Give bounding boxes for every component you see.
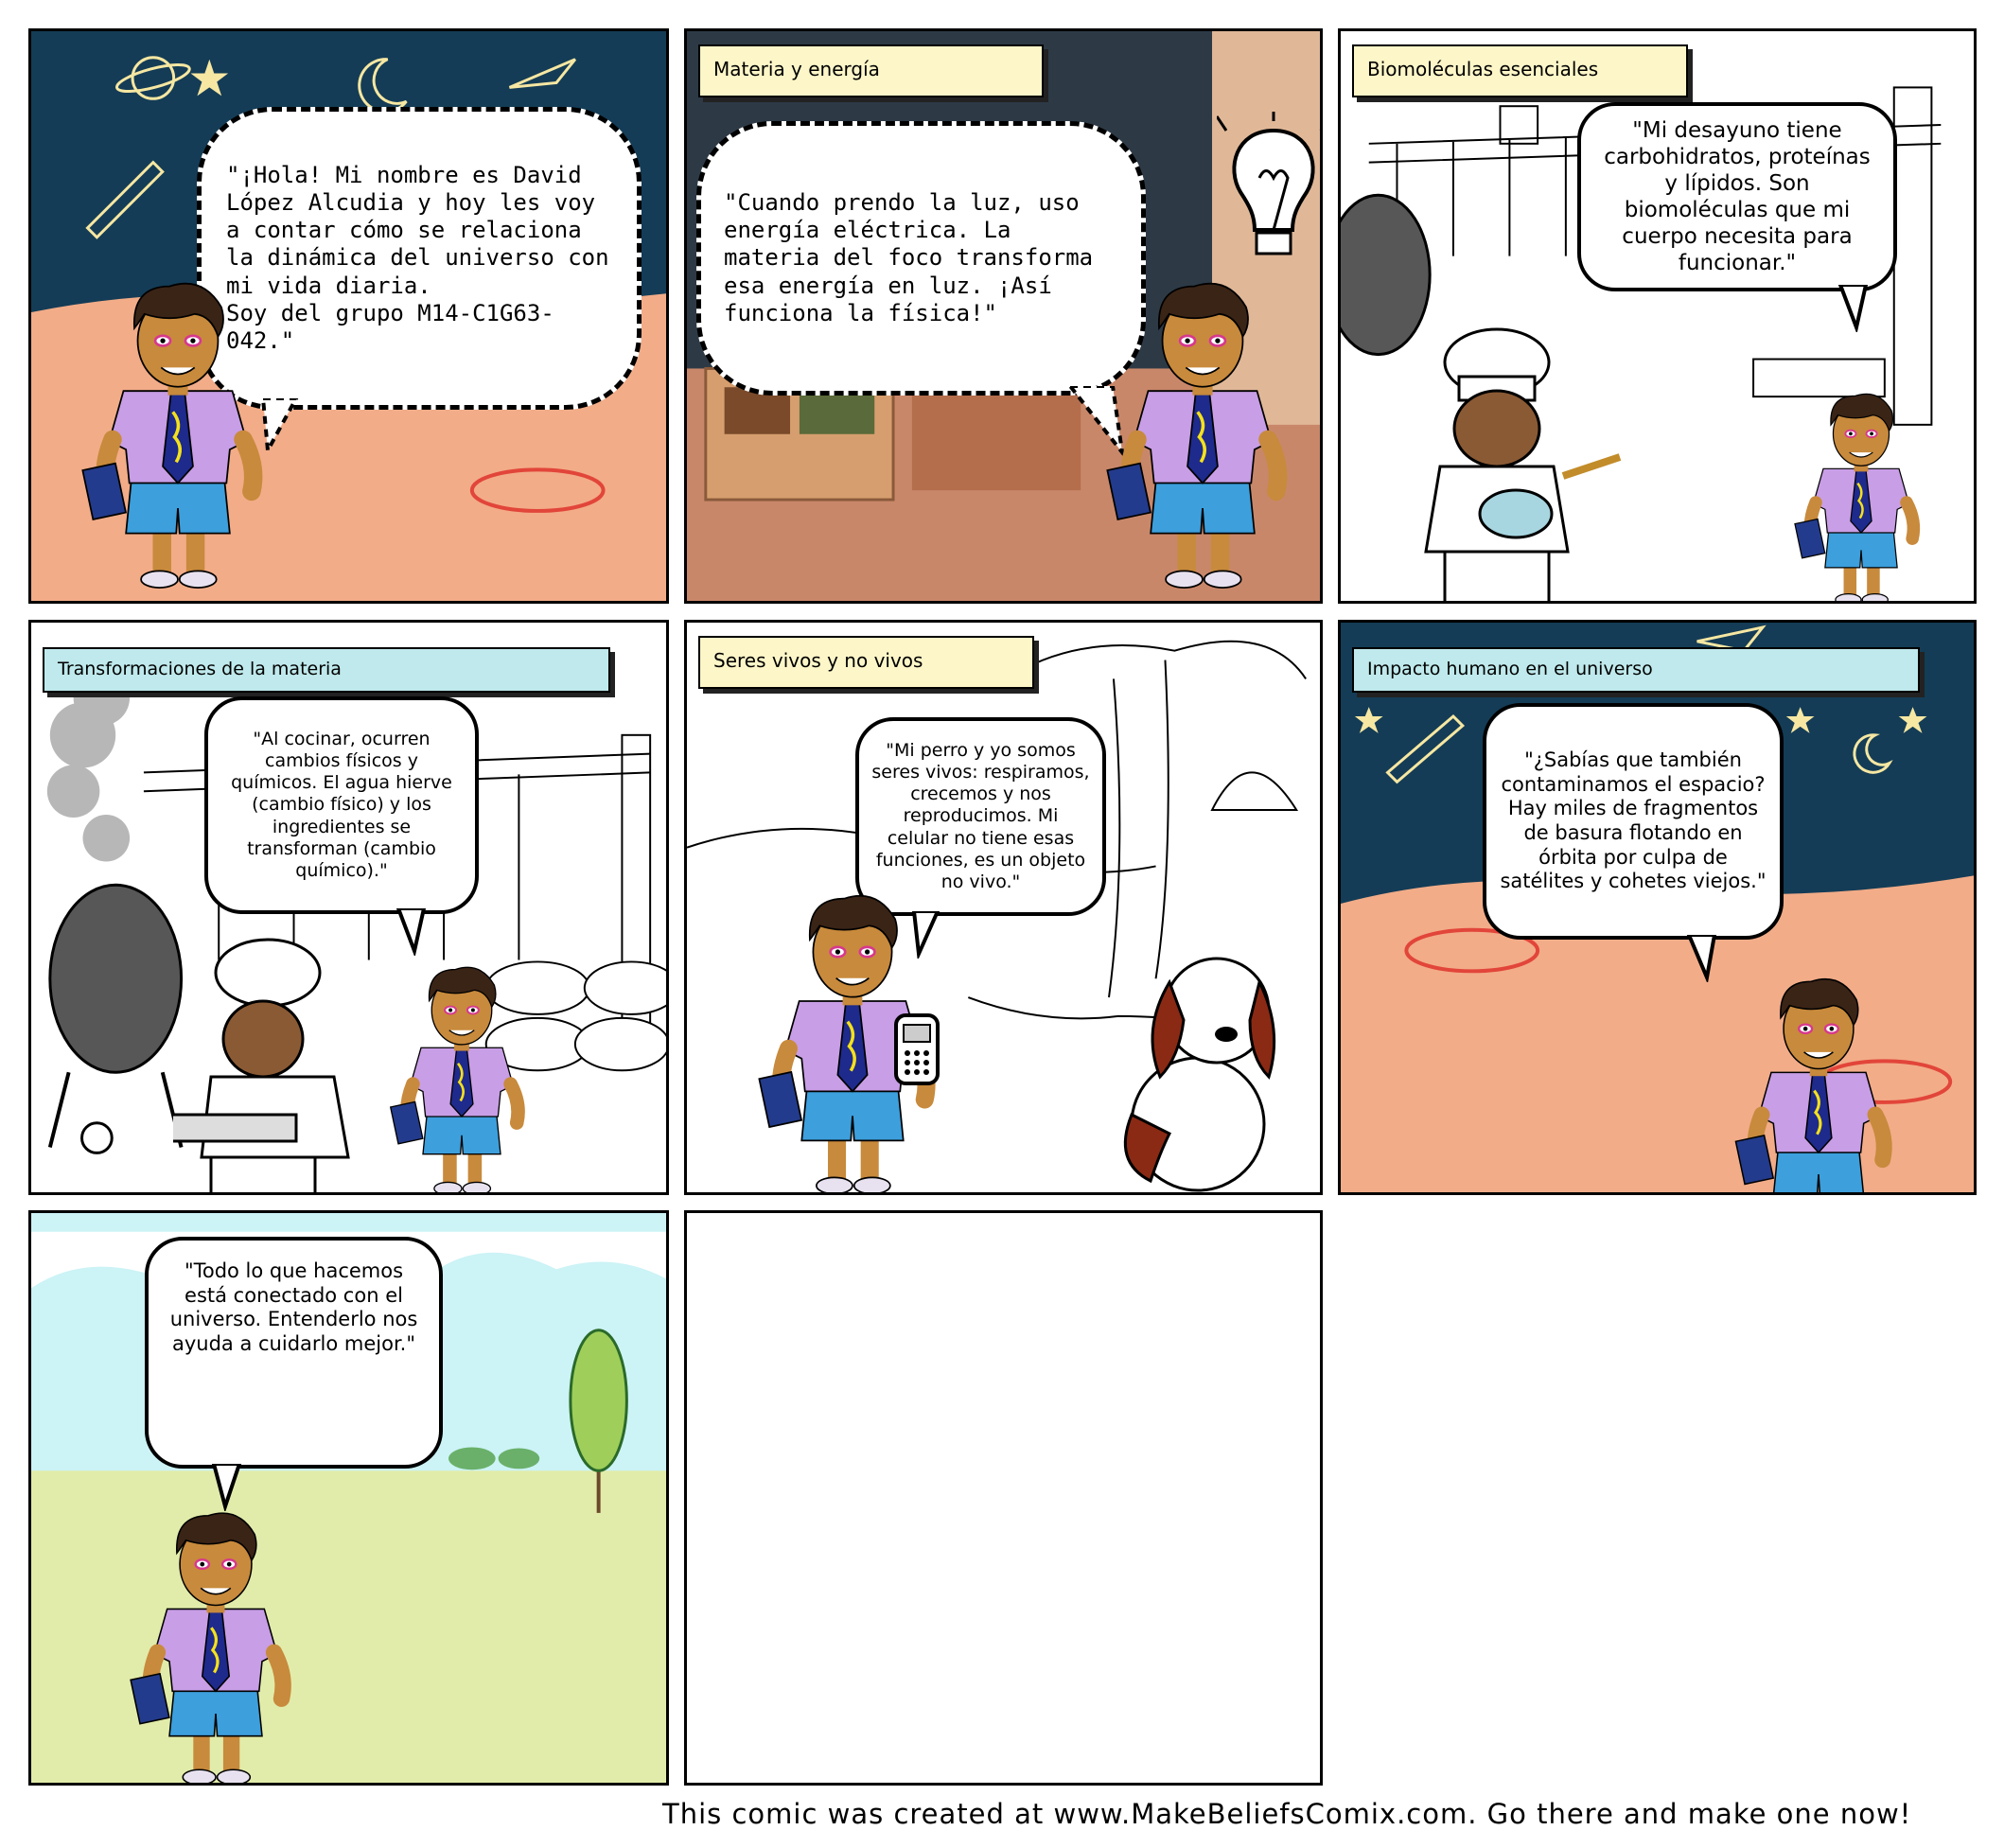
panel-6: [1338, 620, 1977, 1195]
speech-bubble: "Cuando prendo la luz, uso energía eléctrica. La materia del foco transforma esa energía en luz. ¡Así funciona la física!": [696, 121, 1146, 396]
caption-box: Transformaciones de la materia: [43, 647, 610, 693]
boy-character: [69, 249, 287, 604]
panel-5: [684, 620, 1323, 1195]
caption-box: Seres vivos y no vivos: [698, 636, 1034, 689]
speech-bubble: "¡Hola! Mi nombre es David López Alcudia y hoy les voy a contar cómo se relaciona la dinámica del universo con mi vida diaria. Soy del grupo M14-C1G63-042.": [197, 107, 642, 410]
speech-bubble: "Mi perro y yo somos seres vivos: respiramos, crecemos y nos reproducimos. Mi celular no tiene esas funciones, es un objeto no vivo.": [855, 717, 1106, 916]
chef-character: [1402, 325, 1648, 604]
phone-icon: [890, 1006, 947, 1091]
caption-box: Materia y energía: [698, 44, 1044, 97]
caption-box: Impacto humano en el universo: [1352, 647, 1920, 693]
dog-character: [1094, 944, 1302, 1195]
footer-credit: This comic was created at www.MakeBeliefsComix.com. Go there and make one now!: [662, 1798, 1912, 1830]
boy-character: [1785, 372, 1937, 604]
speech-bubble-tail: [396, 908, 433, 956]
speech-bubble-tail: [1837, 285, 1875, 332]
boy-character: [107, 1497, 325, 1786]
boy-character: [1094, 249, 1311, 604]
caption-box: Biomoléculas esenciales: [1352, 44, 1688, 97]
speech-bubble: "¿Sabías que también contaminamos el espacio? Hay miles de fragmentos de basura flotando en órbita por culpa de satélites y cohetes viejos.": [1483, 703, 1784, 940]
speech-bubble: "Mi desayuno tiene carbohidratos, proteínas y lípidos. Son biomoléculas que mi cuerpo necesita para funcionar.": [1577, 102, 1897, 291]
chef-character: [173, 935, 381, 1195]
boy-character: [1700, 963, 1937, 1195]
speech-bubble: "Todo lo que hacemos está conectado con el universo. Entenderlo nos ayuda a cuidarlo mejor.": [145, 1237, 443, 1469]
panel-2: [684, 28, 1323, 604]
boy-character: [367, 954, 556, 1195]
panel-7: [28, 1210, 669, 1786]
speech-bubble: "Al cocinar, ocurren cambios físicos y químicos. El agua hierve (cambio físico) y los ingredientes se transforman (cambio químico).": [204, 696, 479, 914]
panel-3: [1338, 28, 1977, 604]
panel-4: [28, 620, 669, 1195]
panel-8-empty: [684, 1210, 1323, 1786]
panel-1: [28, 28, 669, 604]
